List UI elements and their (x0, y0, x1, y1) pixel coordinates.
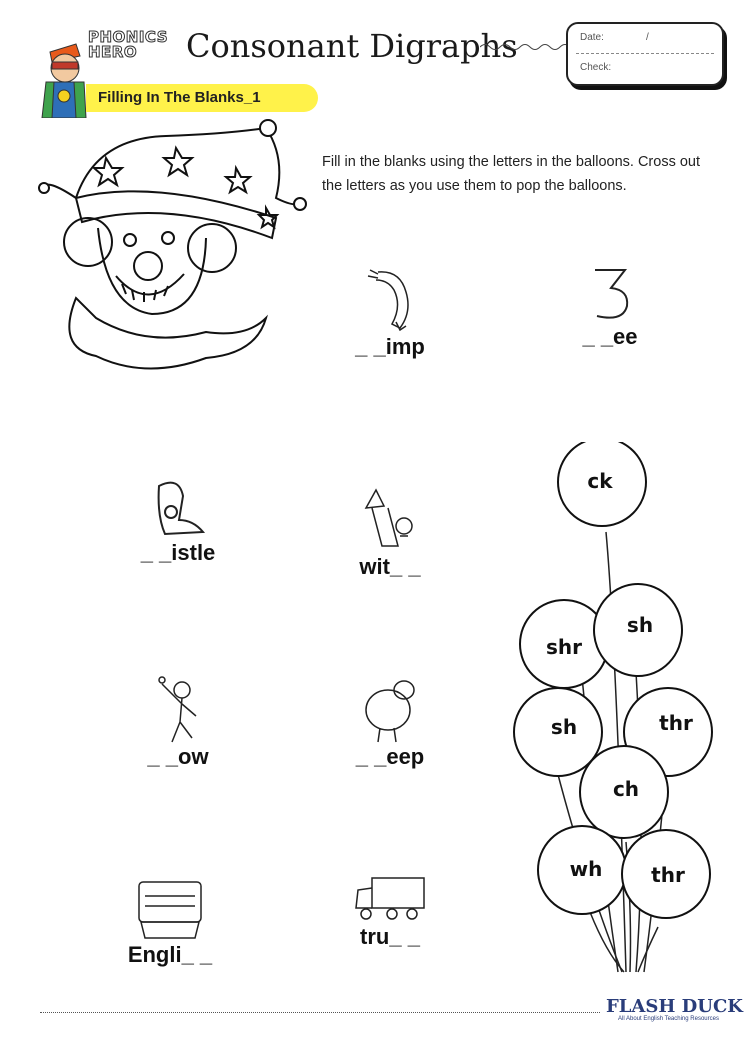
balloon-label-1: ck (587, 469, 613, 493)
word-truck: tru_ _ (360, 924, 420, 949)
balloon-label-4: sh (550, 715, 578, 739)
item-three (560, 262, 660, 350)
brand-logo: PHONICS HERO (88, 28, 169, 61)
date-check-box (566, 22, 724, 86)
balloon-label-7: wh (569, 857, 603, 881)
word-sheep: _ _eep (355, 744, 425, 769)
word-throw: _ _ow (147, 744, 209, 769)
instructions-text: Fill in the blanks using the letters in the balloons. Cross out the letters as you use them to pop the balloons. (322, 154, 701, 194)
wave-divider (480, 40, 570, 54)
word-three: _ _ee (582, 324, 638, 349)
item-throw (128, 672, 228, 770)
item-shrimp (340, 262, 440, 360)
balloon-bunch (506, 442, 728, 982)
balloon-label-3: shr (545, 635, 583, 659)
footer-divider (40, 1012, 600, 1013)
date-divider (576, 53, 714, 54)
word-witch: wit_ _ (359, 554, 421, 579)
worksheet-subtitle: Filling In The Blanks_1 (98, 89, 261, 106)
date-separator: / (646, 32, 649, 43)
flash-duck-logo: FLASH DUCK (606, 996, 743, 1017)
balloon-label-5: thr (659, 711, 693, 735)
item-truck (340, 874, 440, 950)
english-book-icon (135, 876, 205, 942)
balloon-label-6: ch (612, 777, 640, 801)
truck-icon (352, 874, 428, 924)
boy-throwing-icon (148, 672, 208, 744)
item-witch (340, 486, 440, 580)
word-whistle: _ _istle (140, 540, 216, 565)
sheep-icon (358, 672, 422, 744)
word-english: Engli_ _ (127, 942, 213, 967)
phonics-hero-mascot-icon (40, 22, 88, 118)
item-english (110, 876, 230, 968)
flash-duck-tagline: All About English Teaching Resources (618, 1016, 719, 1022)
witch-icon (358, 486, 422, 554)
date-label: Date: (580, 32, 604, 43)
word-shrimp: _ _imp (355, 334, 425, 359)
page-title: Consonant Digraphs (186, 27, 518, 65)
check-label: Check: (580, 62, 612, 73)
number-three-icon (585, 262, 635, 324)
item-whistle (118, 476, 238, 566)
item-sheep (340, 672, 440, 770)
balloon-label-2: sh (626, 613, 654, 637)
shrimp-icon (360, 262, 420, 334)
whistle-icon (143, 476, 213, 540)
clown-picture (36, 118, 316, 380)
balloon-label-8: thr (651, 863, 685, 887)
